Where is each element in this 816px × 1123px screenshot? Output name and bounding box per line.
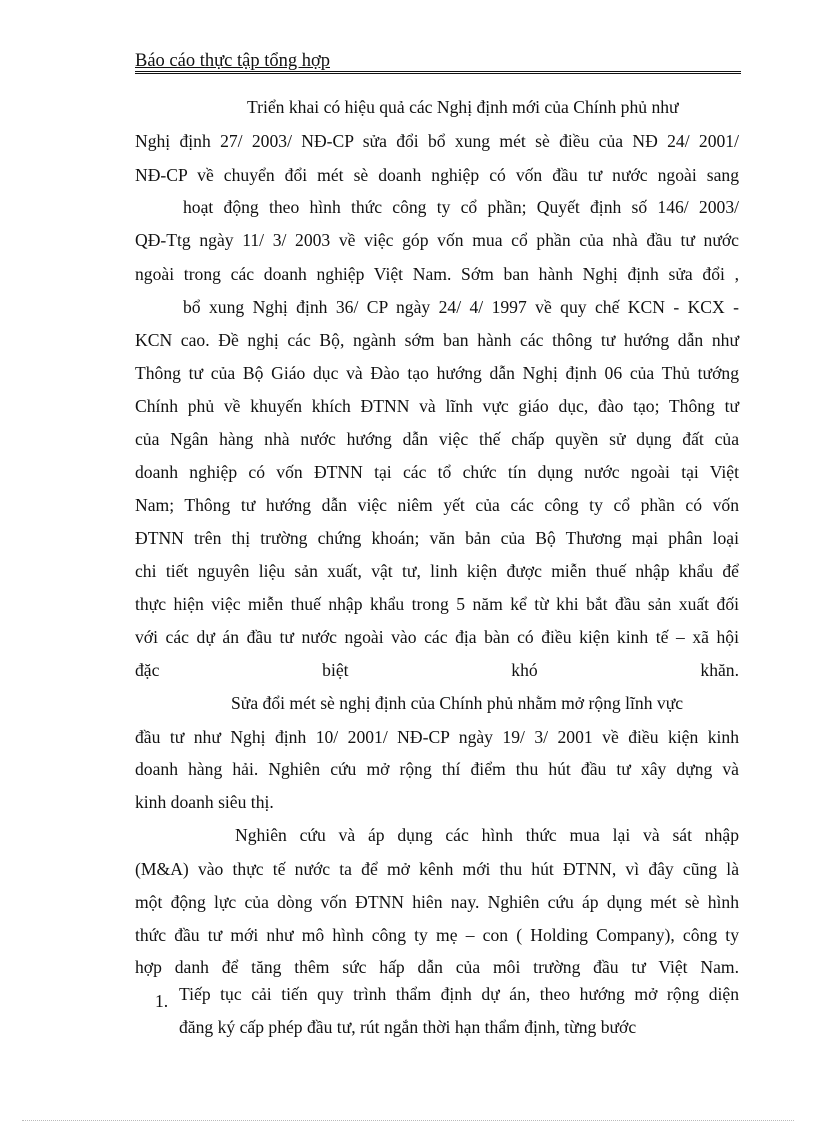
text-line: doanh hàng hải. Nghiên cứu mở rộng thí điểm thu hút đầu tư xây dựng và xyxy=(135,759,739,779)
text-line: với các dự án đầu tư nước ngoài vào các địa bàn có điều kiện kinh tế – xã hội xyxy=(135,627,739,647)
text-line: một động lực của dòng vốn ĐTNN hiên nay. Nghiên cứu áp dụng mét sè hình xyxy=(135,892,739,912)
text-line: ĐTNN trên thị trường chứng khoán; văn bản của Bộ Thương mại phân loại xyxy=(135,528,739,548)
text-line: hoạt động theo hình thức công ty cổ phần; Quyết định số 146/ 2003/ xyxy=(183,197,739,217)
text-line: kinh doanh siêu thị. xyxy=(135,792,274,812)
text-line: (M&A) vào thực tế nước ta để mở kênh mới thu hút ĐTNN, vì đây cũng là xyxy=(135,859,739,879)
text-line: Nghiên cứu và áp dụng các hình thức mua lại và sát nhập xyxy=(235,825,739,845)
header-rule xyxy=(135,71,741,74)
text-line: thực hiện việc miễn thuế nhập khẩu trong 5 năm kể từ khi bắt đầu sản xuất đối xyxy=(135,594,739,614)
text-line: đầu tư như Nghị định 10/ 2001/ NĐ-CP ngày 19/ 3/ 2001 về điều kiện kinh xyxy=(135,727,739,747)
text-line: ngoài trong các doanh nghiệp Việt Nam. Sớm ban hành Nghị định sửa đổi , xyxy=(135,264,739,284)
text-line: Nam; Thông tư hướng dẫn việc niêm yết của các công ty cổ phần có vốn xyxy=(135,495,739,515)
text-line: Thông tư của Bộ Giáo dục và Đào tạo hướng dẫn Nghị định 06 của Thủ tướng xyxy=(135,363,739,383)
list-item-line: Tiếp tục cải tiến quy trình thẩm định dự án, theo hướng mở rộng diện xyxy=(179,984,739,1004)
list-item-line: đăng ký cấp phép đầu tư, rút ngắn thời hạn thẩm định, từng bước xyxy=(179,1017,637,1037)
text-line: KCN cao. Đề nghị các Bộ, ngành sớm ban hành các thông tư hướng dẫn như xyxy=(135,330,739,350)
text-line: NĐ-CP về chuyển đổi mét sè doanh nghiệp có vốn đầu tư nước ngoài sang xyxy=(135,165,739,185)
page-header xyxy=(135,50,741,72)
text-line: của Ngân hàng nhà nước hướng dẫn việc thế chấp quyền sử dụng đất của xyxy=(135,429,739,449)
page-bottom-border xyxy=(22,1120,794,1121)
text-line: chi tiết nguyên liệu sản xuất, vật tư, linh kiện được miễn thuế nhập khẩu để xyxy=(135,561,739,581)
text-line: QĐ-Ttg ngày 11/ 3/ 2003 về việc góp vốn mua cổ phần của nhà đầu tư nước xyxy=(135,230,739,250)
text-line: đặc biệt khó khăn. xyxy=(135,660,739,680)
list-item-number: 1. xyxy=(155,991,169,1011)
text-line: Chính phủ về khuyến khích ĐTNN và lĩnh vực giáo dục, đào tạo; Thông tư xyxy=(135,396,739,416)
text-line: bổ xung Nghị định 36/ CP ngày 24/ 4/ 1997 về quy chế KCN - KCX - xyxy=(183,297,739,317)
text-line: Nghị định 27/ 2003/ NĐ-CP sửa đổi bổ xung mét sè điều của NĐ 24/ 2001/ xyxy=(135,131,739,151)
header-title: Báo cáo thực tập tổng hợp xyxy=(135,51,330,71)
text-line: thức đầu tư mới như mô hình công ty mẹ – con ( Holding Company), công ty xyxy=(135,925,739,945)
text-line: Sửa đổi mét sè nghị định của Chính phủ nhằm mở rộng lĩnh vực xyxy=(231,693,684,713)
text-line: Triển khai có hiệu quả các Nghị định mới của Chính phủ như xyxy=(247,97,679,117)
text-line: doanh nghiệp có vốn ĐTNN tại các tổ chức tín dụng nước ngoài tại Việt xyxy=(135,462,739,482)
text-line: hợp danh để tăng thêm sức hấp dẫn của môi trường đầu tư Việt Nam. xyxy=(135,957,739,977)
